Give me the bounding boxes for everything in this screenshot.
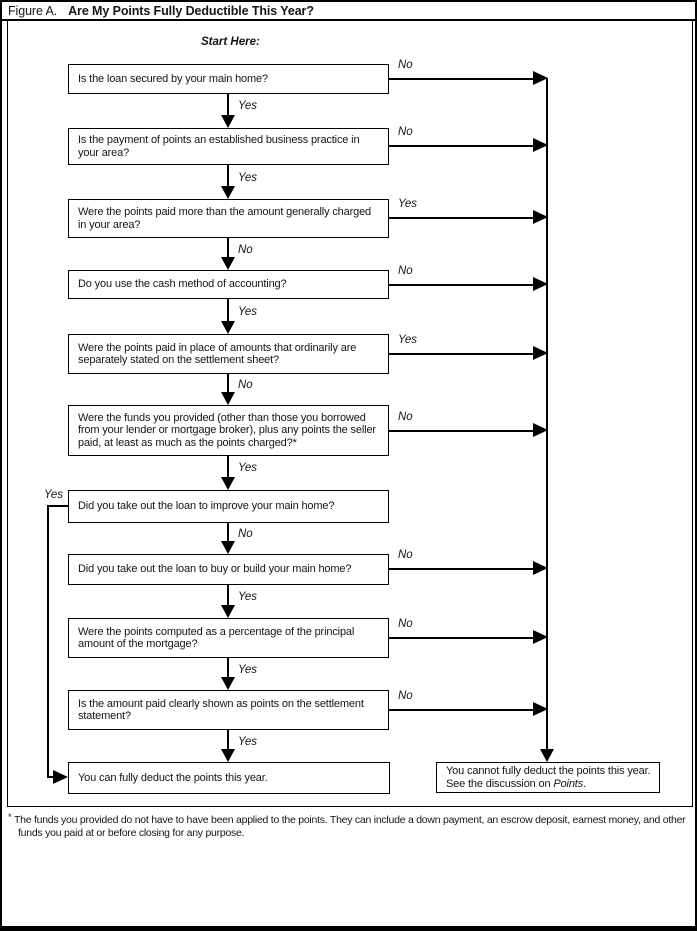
label-down-10: Yes xyxy=(238,736,257,748)
down-line-9 xyxy=(227,658,229,679)
down-line-10 xyxy=(227,730,229,751)
left-route-vertical-line xyxy=(47,505,49,777)
label-right-1: No xyxy=(398,59,413,71)
question-box-8: Did you take out the loan to buy or build your main home? xyxy=(68,554,389,585)
down-line-2 xyxy=(227,165,229,188)
not-deduct-italic-term: Points xyxy=(553,777,584,790)
question-box-4: Do you use the cash method of accounting? xyxy=(68,270,389,299)
arrowhead-down-1 xyxy=(221,115,235,128)
arrow-right-line-10 xyxy=(389,709,534,711)
label-down-1: Yes xyxy=(238,100,257,112)
arrowhead-down-2 xyxy=(221,186,235,199)
result-not-deduct-text xyxy=(446,765,653,790)
arrowhead-down-3 xyxy=(221,257,235,270)
label-left-yes: Yes xyxy=(44,489,63,501)
label-down-9: Yes xyxy=(238,664,257,676)
question-box-2: Is the payment of points an established business practice in your area? xyxy=(68,128,389,165)
label-down-6: Yes xyxy=(238,462,257,474)
arrowhead-down-6 xyxy=(221,477,235,490)
down-line-1 xyxy=(227,94,229,117)
arrow-right-line-2 xyxy=(389,145,534,147)
down-line-3 xyxy=(227,238,229,259)
label-right-6: No xyxy=(398,411,413,423)
arrowhead-right-2 xyxy=(533,138,548,152)
label-right-3: Yes xyxy=(398,198,417,210)
left-route-top-line xyxy=(48,505,68,507)
arrowhead-down-5 xyxy=(221,392,235,405)
arrowhead-down-7 xyxy=(221,541,235,554)
label-right-8: No xyxy=(398,549,413,561)
label-down-3: No xyxy=(238,244,253,256)
label-down-4: Yes xyxy=(238,306,257,318)
arrowhead-right-5 xyxy=(533,346,548,360)
arrow-right-line-6 xyxy=(389,430,534,432)
question-box-6: Were the funds you provided (other than those you borrowed from your lender or mortgage broker), plus any points the seller paid, at least as much as the points charged?* xyxy=(68,405,389,456)
down-line-4 xyxy=(227,299,229,323)
label-right-2: No xyxy=(398,126,413,138)
arrowhead-down-4 xyxy=(221,321,235,334)
figure-title-main: Are My Points Fully Deductible This Year? xyxy=(68,4,314,18)
arrow-right-line-9 xyxy=(389,637,534,639)
down-line-8 xyxy=(227,585,229,607)
label-right-9: No xyxy=(398,618,413,630)
question-box-9: Were the points computed as a percentage of the principal amount of the mortgage? xyxy=(68,618,389,658)
down-line-6 xyxy=(227,456,229,479)
question-box-3: Were the points paid more than the amount generally charged in your area? xyxy=(68,199,389,238)
arrowhead-down-8 xyxy=(221,605,235,618)
arrowhead-right-4 xyxy=(533,277,548,291)
arrow-right-line-8 xyxy=(389,568,534,570)
left-route-arrowhead-right xyxy=(53,770,68,784)
arrow-right-line-4 xyxy=(389,284,534,286)
down-line-5 xyxy=(227,374,229,394)
not-deduct-after: . xyxy=(583,777,586,790)
arrowhead-right-6 xyxy=(533,423,548,437)
label-down-2: Yes xyxy=(238,172,257,184)
arrow-right-line-1 xyxy=(389,78,534,80)
arrowhead-down-10 xyxy=(221,749,235,762)
question-box-1: Is the loan secured by your main home? xyxy=(68,64,389,94)
label-right-4: No xyxy=(398,265,413,277)
label-down-7: No xyxy=(238,528,253,540)
footnote-text: The funds you provided do not have to have been applied to the points. They can include a down payment, an escrow deposit, earnest money, and other funds you paid at or before closing for any purpose. xyxy=(13,814,686,839)
arrowhead-right-3 xyxy=(533,210,548,224)
down-line-7 xyxy=(227,523,229,543)
label-right-10: No xyxy=(398,690,413,702)
footnote-marker: * xyxy=(8,812,12,823)
label-right-5: Yes xyxy=(398,334,417,346)
arrowhead-down-9 xyxy=(221,677,235,690)
arrow-right-line-3 xyxy=(389,217,534,219)
not-deduct-before: You cannot fully deduct the points this year. See the discussion on xyxy=(446,765,651,790)
start-here-label: Start Here: xyxy=(201,36,260,48)
figure-title xyxy=(8,4,314,18)
footnote xyxy=(8,814,697,840)
collector-arrowhead-down xyxy=(540,749,554,762)
arrowhead-right-1 xyxy=(533,71,548,85)
question-box-10: Is the amount paid clearly shown as points on the settlement statement? xyxy=(68,690,389,730)
arrowhead-right-10 xyxy=(533,702,548,716)
label-down-5: No xyxy=(238,379,253,391)
collector-line-vertical xyxy=(546,78,548,750)
arrowhead-right-8 xyxy=(533,561,548,575)
question-box-7: Did you take out the loan to improve your main home? xyxy=(68,490,389,523)
result-box-deduct: You can fully deduct the points this year. xyxy=(68,762,390,794)
result-box-not-deduct xyxy=(436,762,660,793)
arrow-right-line-5 xyxy=(389,353,534,355)
question-box-5: Were the points paid in place of amounts that ordinarily are separately stated on the settlement sheet? xyxy=(68,334,389,374)
arrowhead-right-9 xyxy=(533,630,548,644)
label-down-8: Yes xyxy=(238,591,257,603)
figure-title-prefix: Figure A. xyxy=(8,4,58,18)
